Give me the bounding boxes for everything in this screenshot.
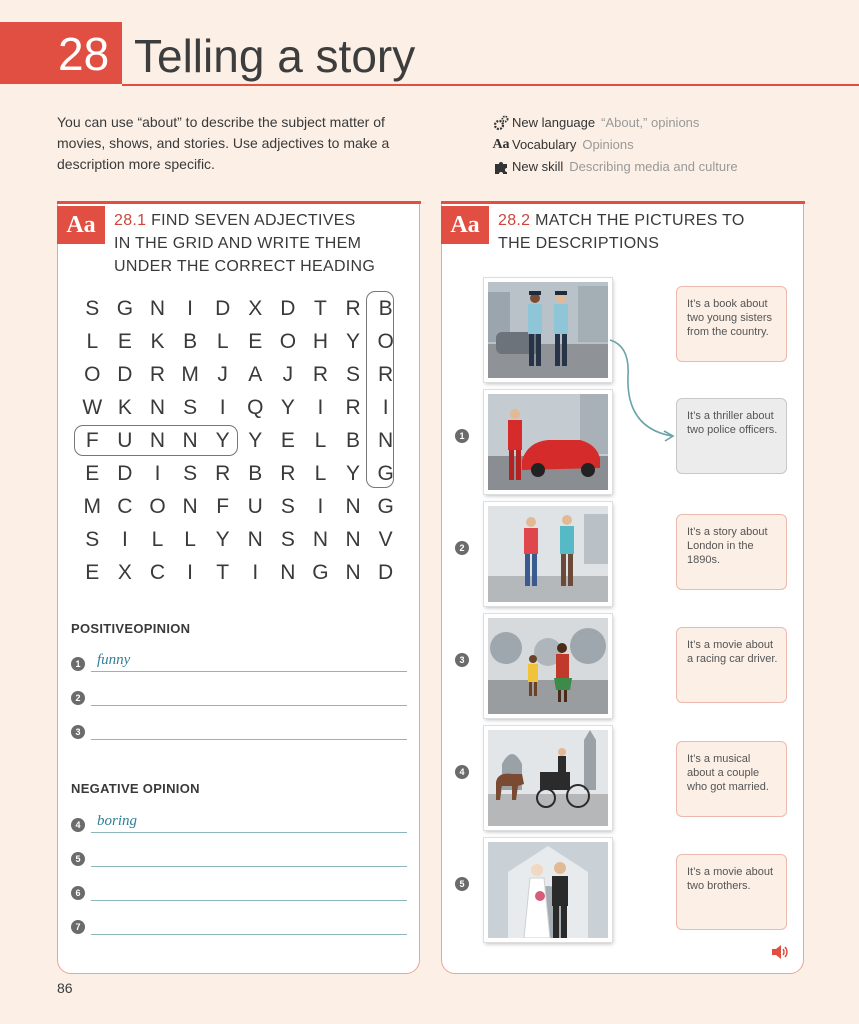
answer-number: 3: [71, 725, 85, 739]
grid-letter[interactable]: N: [182, 495, 198, 518]
picture-number: 3: [455, 653, 469, 667]
grid-letter[interactable]: M: [83, 495, 102, 518]
grid-letter[interactable]: V: [378, 528, 393, 551]
grid-row: [76, 325, 402, 358]
grid-letter[interactable]: G: [312, 561, 329, 584]
grid-letter[interactable]: W: [82, 396, 103, 419]
grid-letter[interactable]: K: [150, 330, 165, 353]
answer-text: funny: [97, 652, 131, 668]
grid-letter[interactable]: Y: [215, 528, 230, 551]
grid-row: [76, 523, 402, 556]
grid-letter[interactable]: L: [184, 528, 196, 551]
grid-letter[interactable]: S: [85, 528, 100, 551]
grid-letter[interactable]: N: [312, 528, 329, 551]
exercise-title-line: UNDER THE CORRECT HEADING: [114, 258, 376, 275]
grid-letter[interactable]: L: [314, 429, 327, 452]
grid-letter[interactable]: S: [346, 363, 361, 386]
exercise-title: [498, 209, 745, 255]
description-card[interactable]: It’s a story about London in the 1890s.: [676, 514, 787, 590]
grid-letter[interactable]: N: [182, 429, 198, 452]
grid-letter[interactable]: U: [117, 429, 133, 452]
exercise-title-line: THE DESCRIPTIONS: [498, 235, 660, 252]
grid-letter[interactable]: R: [149, 363, 166, 386]
grid-letter[interactable]: R: [345, 396, 361, 419]
positive-opinion-heading: POSITIVEOPINION: [71, 621, 191, 636]
meta-value: Opinions: [582, 137, 634, 152]
grid-letter[interactable]: Y: [280, 396, 295, 419]
grid-letter[interactable]: S: [85, 297, 100, 320]
exercise-28-1-panel: [57, 201, 420, 974]
grid-letter[interactable]: N: [149, 396, 166, 419]
grid-letter[interactable]: I: [154, 462, 161, 485]
two-brothers-picture: [484, 502, 612, 606]
picture-number: 4: [455, 765, 469, 779]
meta-key: New skill: [512, 159, 564, 174]
grid-letter[interactable]: E: [85, 462, 100, 485]
vocabulary-badge: Aa: [57, 206, 105, 244]
grid-letter[interactable]: I: [382, 396, 389, 419]
answer-number: 2: [71, 691, 85, 705]
intro-text: You can use “about” to describe the subject matter of movies, shows, and stories. Use adjectives to make a description more specific.: [57, 114, 390, 172]
grid-letter[interactable]: I: [121, 528, 128, 551]
answer-line-2[interactable]: [71, 688, 407, 708]
grid-letter[interactable]: N: [149, 297, 166, 320]
writing-line: [91, 900, 407, 901]
grid-letter[interactable]: S: [183, 396, 198, 419]
grid-letter[interactable]: B: [183, 330, 198, 353]
grid-letter[interactable]: R: [345, 297, 361, 320]
police-officers-picture: [484, 278, 612, 382]
grid-letter[interactable]: D: [117, 363, 133, 386]
grid-letter[interactable]: R: [312, 363, 329, 386]
grid-letter[interactable]: E: [248, 330, 263, 353]
panel-top-rule: [441, 201, 805, 204]
grid-letter[interactable]: R: [378, 363, 394, 386]
grid-letter[interactable]: G: [377, 462, 394, 485]
writing-line: [91, 832, 407, 833]
grid-letter[interactable]: B: [378, 297, 393, 320]
exercise-title: [114, 209, 375, 278]
grid-letter[interactable]: K: [117, 396, 132, 419]
grid-letter[interactable]: S: [183, 462, 198, 485]
answer-number: 6: [71, 886, 85, 900]
grid-letter[interactable]: Y: [346, 462, 361, 485]
two-sisters-picture: [484, 614, 612, 718]
grid-letter[interactable]: Q: [247, 396, 264, 419]
answer-line-6[interactable]: [71, 883, 407, 903]
meta-value: Describing media and culture: [569, 159, 738, 174]
answer-text: boring: [97, 813, 138, 829]
found-word-circle-boring: [366, 291, 394, 488]
grid-letter[interactable]: R: [215, 462, 231, 485]
picture-number: 5: [455, 877, 469, 891]
grid-letter[interactable]: O: [279, 330, 297, 353]
grid-letter[interactable]: F: [85, 429, 99, 452]
grid-row: [76, 457, 402, 490]
grid-letter[interactable]: D: [280, 297, 296, 320]
grid-letter[interactable]: G: [116, 297, 134, 320]
description-card[interactable]: It’s a musical about a couple who got married.: [676, 741, 787, 817]
grid-letter[interactable]: J: [282, 363, 294, 386]
found-word-circle-funny: [74, 425, 238, 456]
page-number: 86: [57, 980, 73, 996]
answer-number: 4: [71, 818, 85, 832]
grid-letter[interactable]: C: [117, 495, 133, 518]
answer-line-7[interactable]: [71, 917, 407, 937]
panel-top-rule: [57, 201, 421, 204]
description-card[interactable]: It’s a movie about a racing car driver.: [676, 627, 787, 703]
grid-row: [76, 358, 402, 391]
description-card-example[interactable]: It’s a thriller about two police officers.: [676, 398, 787, 474]
exercise-number: 28.2: [498, 212, 531, 229]
grid-letter[interactable]: G: [377, 495, 394, 518]
grid-letter[interactable]: I: [317, 396, 324, 419]
grid-letter[interactable]: O: [377, 330, 394, 353]
answer-line-1[interactable]: [71, 654, 407, 674]
grid-row: [76, 556, 402, 589]
negative-opinion-heading: NEGATIVE OPINION: [71, 781, 200, 796]
grid-letter[interactable]: M: [181, 363, 199, 386]
grid-letter[interactable]: D: [378, 561, 394, 584]
gears-icon: [490, 115, 512, 131]
grid-letter[interactable]: D: [117, 462, 133, 485]
meta-new-language: [490, 112, 738, 134]
grid-letter[interactable]: E: [280, 429, 295, 452]
grid-letter[interactable]: B: [248, 462, 263, 485]
audio-speaker-icon[interactable]: [770, 944, 790, 960]
grid-letter[interactable]: B: [346, 429, 361, 452]
meta-value: “About,” opinions: [601, 115, 700, 130]
exercise-title-line: FIND SEVEN ADJECTIVES: [151, 212, 356, 229]
unit-meta: [490, 112, 738, 178]
answer-number: 7: [71, 920, 85, 934]
writing-line: [91, 705, 407, 706]
grid-letter[interactable]: N: [280, 561, 296, 584]
page-title: Telling a story: [134, 30, 416, 82]
grid-letter[interactable]: O: [84, 363, 101, 386]
grid-letter[interactable]: O: [149, 495, 166, 518]
grid-letter[interactable]: I: [187, 561, 193, 584]
wedding-couple-picture: [484, 838, 612, 942]
grid-letter[interactable]: N: [345, 495, 361, 518]
writing-line: [91, 739, 407, 740]
grid-letter[interactable]: N: [149, 429, 166, 452]
meta-vocabulary: [490, 134, 738, 156]
grid-letter[interactable]: N: [345, 528, 361, 551]
grid-letter[interactable]: Y: [248, 429, 263, 452]
picture-number: 2: [455, 541, 469, 555]
puzzle-piece-icon: [490, 159, 512, 175]
grid-row: [76, 292, 402, 325]
meta-new-skill: [490, 156, 738, 178]
grid-letter[interactable]: I: [252, 561, 259, 584]
grid-letter[interactable]: D: [215, 297, 231, 320]
grid-letter[interactable]: N: [345, 561, 361, 584]
answer-line-5[interactable]: [71, 849, 407, 869]
grid-letter[interactable]: I: [219, 396, 226, 419]
answer-line-4[interactable]: [71, 815, 407, 835]
vocabulary-aa-icon: Aa: [492, 137, 510, 152]
unit-number: 28: [58, 28, 110, 80]
grid-letter[interactable]: J: [217, 363, 228, 386]
description-card[interactable]: It’s a movie about two brothers.: [676, 854, 787, 930]
grid-letter[interactable]: E: [85, 561, 100, 584]
grid-letter[interactable]: X: [117, 561, 132, 584]
answer-line-3[interactable]: [71, 722, 407, 742]
writing-line: [91, 866, 407, 867]
grid-letter[interactable]: Y: [215, 429, 230, 452]
grid-letter[interactable]: R: [280, 462, 296, 485]
grid-letter[interactable]: T: [314, 297, 327, 320]
grid-letter[interactable]: C: [149, 561, 166, 584]
grid-row: [76, 490, 402, 523]
grid-letter[interactable]: E: [117, 330, 132, 353]
grid-letter[interactable]: L: [216, 330, 229, 353]
grid-letter[interactable]: F: [216, 495, 230, 518]
grid-letter[interactable]: S: [280, 495, 295, 518]
vocabulary-badge: Aa: [441, 206, 489, 244]
answer-number: 5: [71, 852, 85, 866]
grid-letter[interactable]: L: [314, 462, 327, 485]
exercise-number: 28.1: [114, 212, 147, 229]
grid-letter[interactable]: Y: [346, 330, 361, 353]
exercise-title-line: IN THE GRID AND WRITE THEM: [114, 235, 362, 252]
racing-driver-picture: [484, 390, 612, 494]
description-card[interactable]: It’s a book about two young sisters from the country.: [676, 286, 787, 362]
grid-letter[interactable]: I: [187, 297, 193, 320]
picture-number: 1: [455, 429, 469, 443]
grid-letter[interactable]: I: [317, 495, 324, 518]
grid-letter[interactable]: S: [280, 528, 295, 551]
grid-letter[interactable]: T: [216, 561, 230, 584]
writing-line: [91, 934, 407, 935]
exercise-title-line: MATCH THE PICTURES TO: [535, 212, 745, 229]
grid-letter[interactable]: L: [86, 330, 99, 353]
grid-letter[interactable]: X: [248, 297, 263, 320]
writing-line: [91, 671, 407, 672]
grid-letter[interactable]: L: [151, 528, 164, 551]
grid-row: [76, 391, 402, 424]
london-carriage-picture: [484, 726, 612, 830]
grid-letter[interactable]: U: [247, 495, 263, 518]
grid-letter[interactable]: A: [248, 363, 263, 386]
exercise-28-2-panel: [441, 201, 804, 974]
grid-letter[interactable]: N: [378, 429, 394, 452]
meta-key: New language: [512, 115, 596, 130]
meta-key: Vocabulary: [512, 137, 577, 152]
grid-letter[interactable]: H: [312, 330, 329, 353]
grid-letter[interactable]: N: [247, 528, 263, 551]
answer-number: 1: [71, 657, 85, 671]
header-rule: [122, 84, 859, 86]
